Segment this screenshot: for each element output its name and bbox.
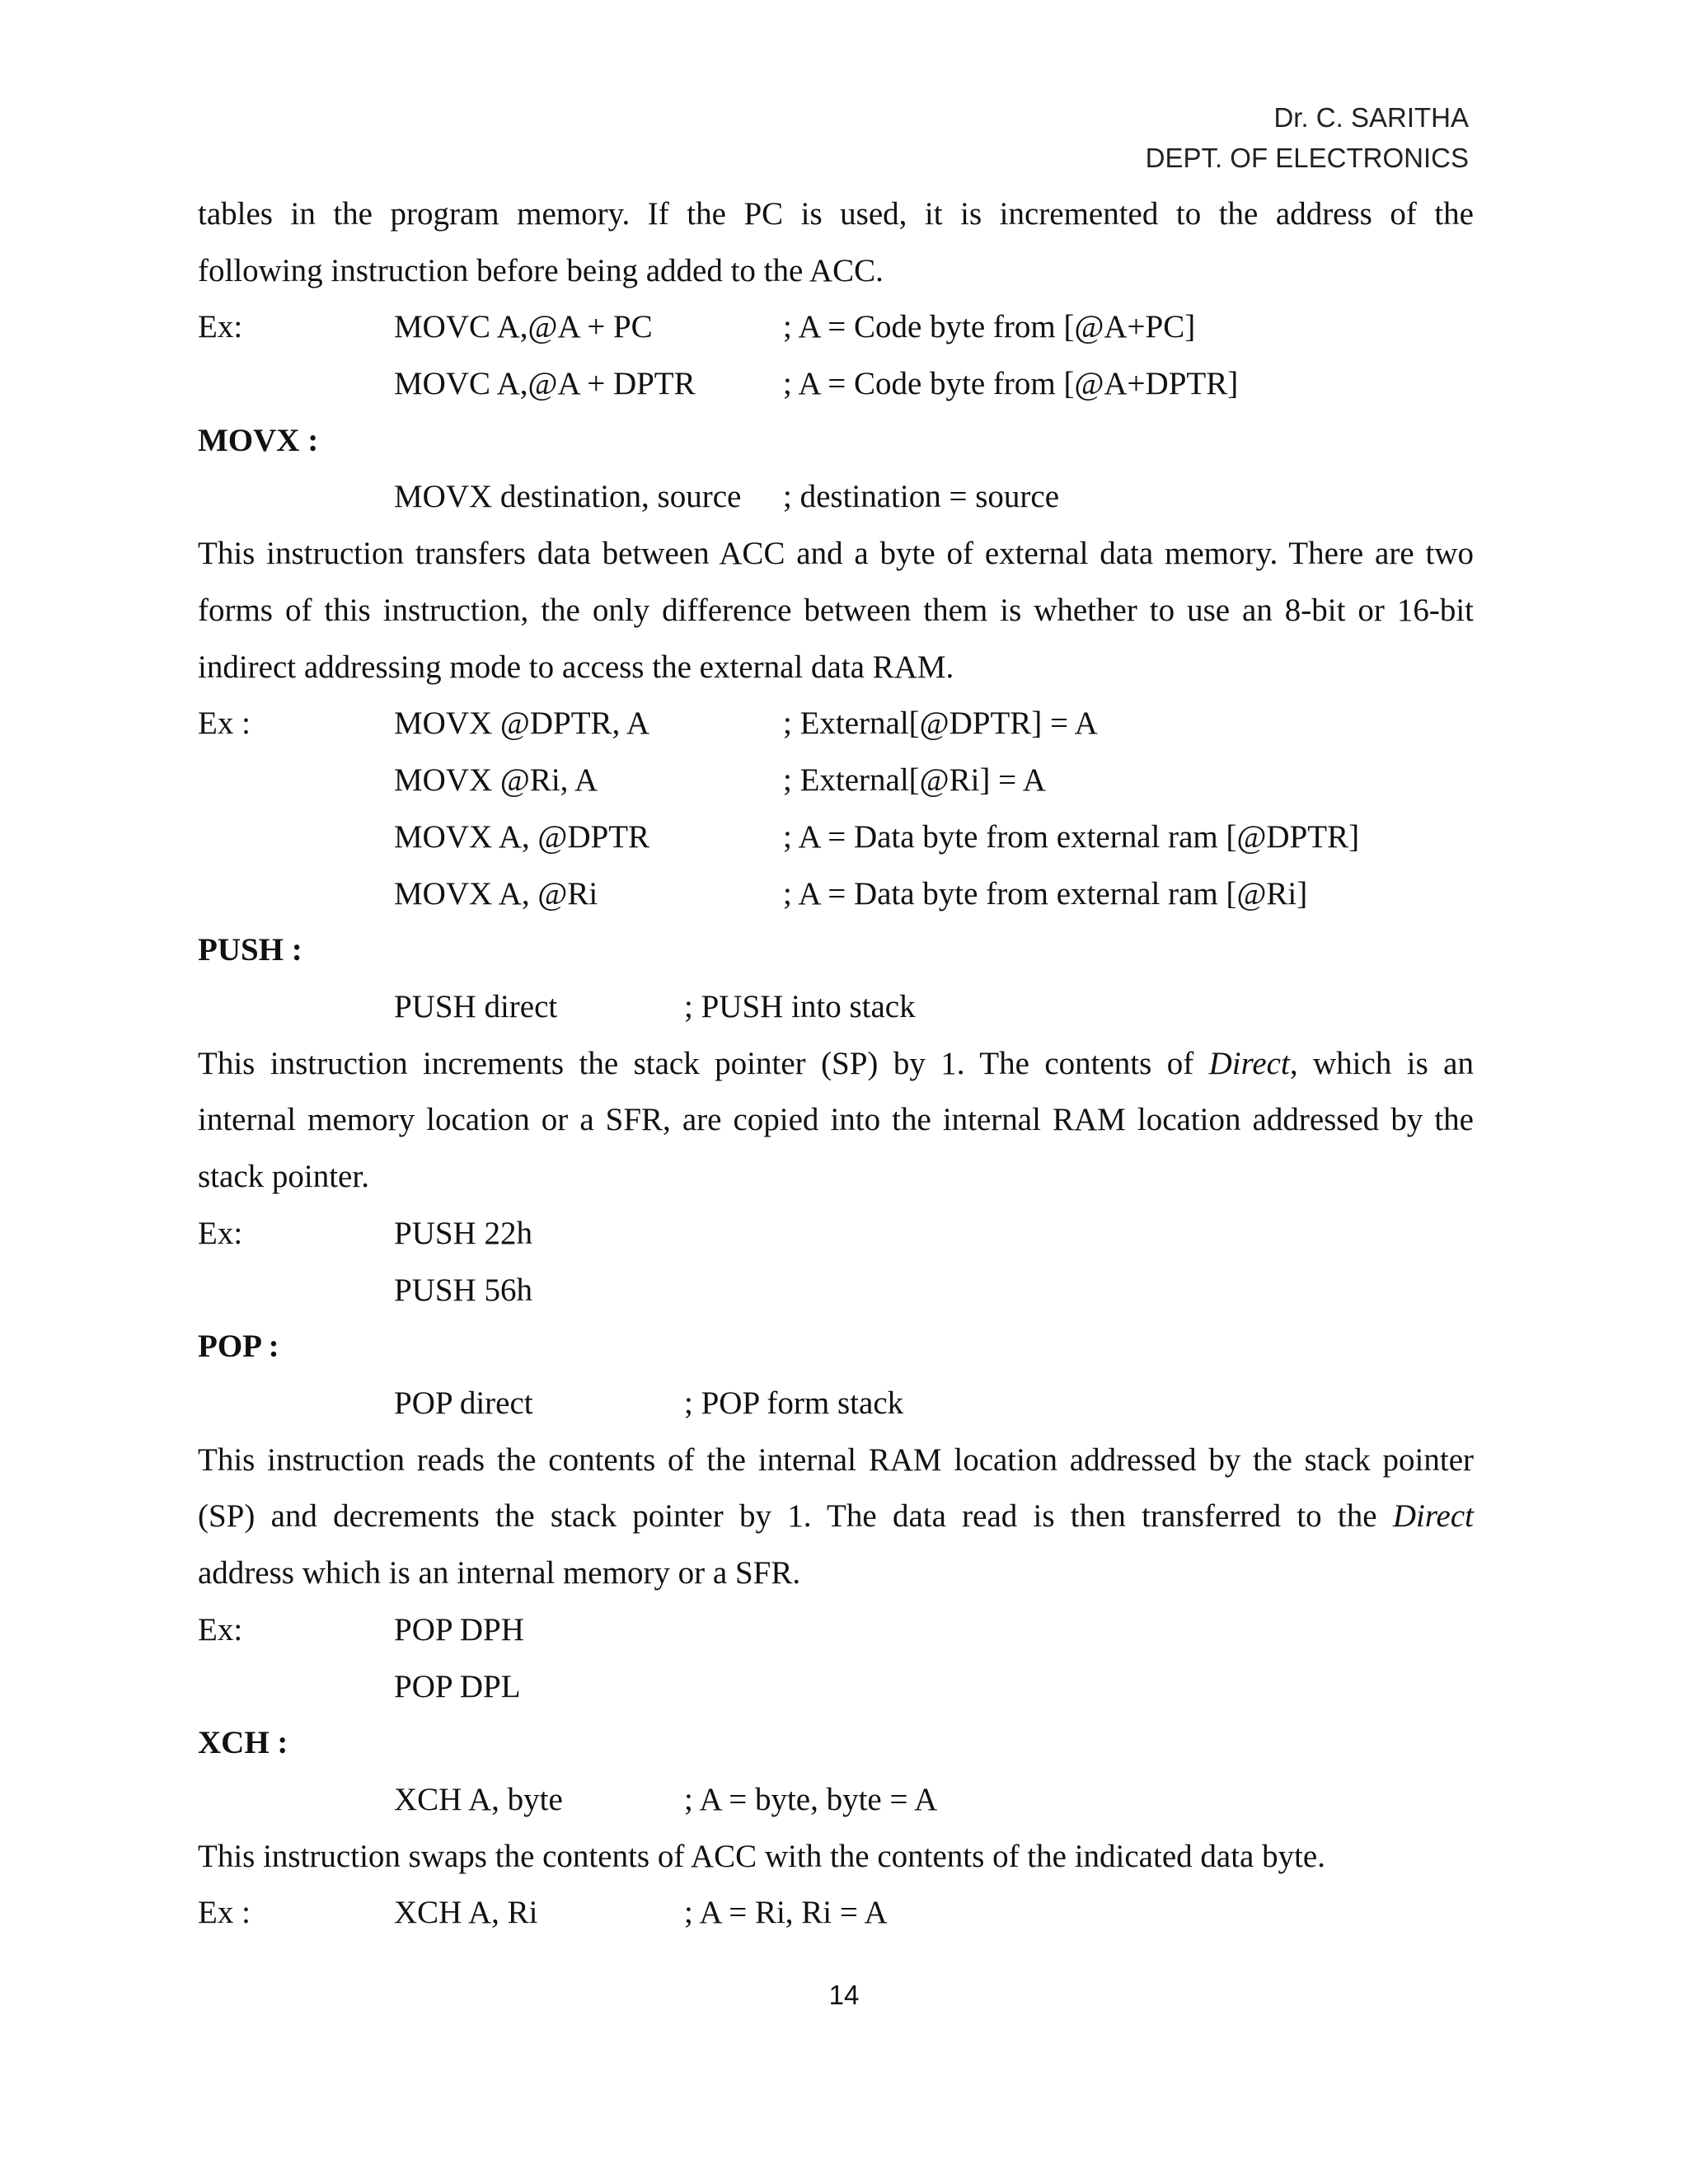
push-desc-1 <box>198 1043 1474 1085</box>
push-desc-2: internal memory location or a SFR, are copied into the internal RAM location addressed by the <box>198 1102 1474 1137</box>
example-label: Ex : <box>198 705 251 741</box>
pop-desc-3: address which is an internal memory or a SFR. <box>198 1555 801 1591</box>
push-desc-1-text: This instruction increments the stack pointer (SP) by 1. The contents of <box>198 1046 1194 1081</box>
instruction: XCH A, Ri <box>394 1895 538 1930</box>
instruction-comment: ; destination = source <box>783 479 1060 514</box>
instruction: MOVC A,@A + PC <box>394 309 653 344</box>
instruction: PUSH 22h <box>394 1216 532 1251</box>
xch-desc-1: This instruction swaps the contents of ACC with the contents of the indicated data byte. <box>198 1839 1325 1874</box>
example-label: Ex: <box>198 1612 243 1647</box>
pop-desc-2 <box>198 1496 1474 1537</box>
instruction-comment: ; A = Code byte from [@A+DPTR] <box>783 366 1239 401</box>
page-header <box>1146 97 1469 178</box>
instruction-comment: ; A = Data byte from external ram [@Ri] <box>783 876 1308 912</box>
instruction-comment: ; PUSH into stack <box>684 989 916 1024</box>
department-name: DEPT. OF ELECTRONICS <box>1145 143 1469 173</box>
pop-desc-1: This instruction reads the contents of the internal RAM location addressed by the stack pointer <box>198 1442 1474 1478</box>
intro-line-1: tables in the program memory. If the PC is used, it is incremented to the address of the <box>198 196 1474 232</box>
example-label: Ex: <box>198 309 243 344</box>
instruction: MOVX A, @Ri <box>394 876 598 912</box>
movx-desc-2: forms of this instruction, the only difference between them is whether to use an 8-bit or 16-bit <box>198 593 1474 628</box>
movx-desc-3: indirect addressing mode to access the external data RAM. <box>198 649 954 685</box>
push-desc-1-tail: , which is an <box>1289 1046 1474 1081</box>
movx-desc-1: This instruction transfers data between ACC and a byte of external data memory. There are two <box>198 536 1474 571</box>
instruction-comment: ; POP form stack <box>684 1385 904 1421</box>
instruction-comment: ; A = Data byte from external ram [@DPTR] <box>783 819 1360 855</box>
example-label: Ex: <box>198 1216 243 1251</box>
pop-desc-2-text: (SP) and decrements the stack pointer by 1. The data read is then transferred to the <box>198 1498 1377 1534</box>
instruction: MOVX @DPTR, A <box>394 705 650 741</box>
movx-heading: MOVX : <box>198 423 319 458</box>
pop-heading: POP : <box>198 1329 279 1364</box>
instruction-comment: ; A = Code byte from [@A+PC] <box>783 309 1196 344</box>
xch-heading: XCH : <box>198 1725 288 1760</box>
instruction-comment: ; External[@Ri] = A <box>783 762 1046 798</box>
instruction-comment: ; External[@DPTR] = A <box>783 705 1098 741</box>
instruction: MOVX A, @DPTR <box>394 819 650 855</box>
push-desc-3: stack pointer. <box>198 1159 369 1194</box>
instruction-syntax: MOVX destination, source <box>394 479 742 514</box>
instruction-comment: ; A = byte, byte = A <box>684 1782 938 1817</box>
instruction: POP DPL <box>394 1669 521 1704</box>
instruction: POP DPH <box>394 1612 524 1647</box>
instruction: MOVC A,@A + DPTR <box>394 366 696 401</box>
direct-italic: Direct <box>1392 1498 1475 1534</box>
author-name: Dr. C. SARITHA <box>1273 102 1469 133</box>
push-heading: PUSH : <box>198 932 302 968</box>
instruction-syntax: POP direct <box>394 1385 533 1421</box>
instruction-syntax: PUSH direct <box>394 989 558 1024</box>
direct-italic: Direct <box>1208 1046 1290 1081</box>
instruction: MOVX @Ri, A <box>394 762 598 798</box>
example-label: Ex : <box>198 1895 251 1930</box>
instruction-comment: ; A = Ri, Ri = A <box>684 1895 888 1930</box>
instruction: PUSH 56h <box>394 1272 532 1308</box>
intro-line-2: following instruction before being added to the ACC. <box>198 253 884 288</box>
page-number: 14 <box>828 1980 860 2010</box>
instruction-syntax: XCH A, byte <box>394 1782 563 1817</box>
